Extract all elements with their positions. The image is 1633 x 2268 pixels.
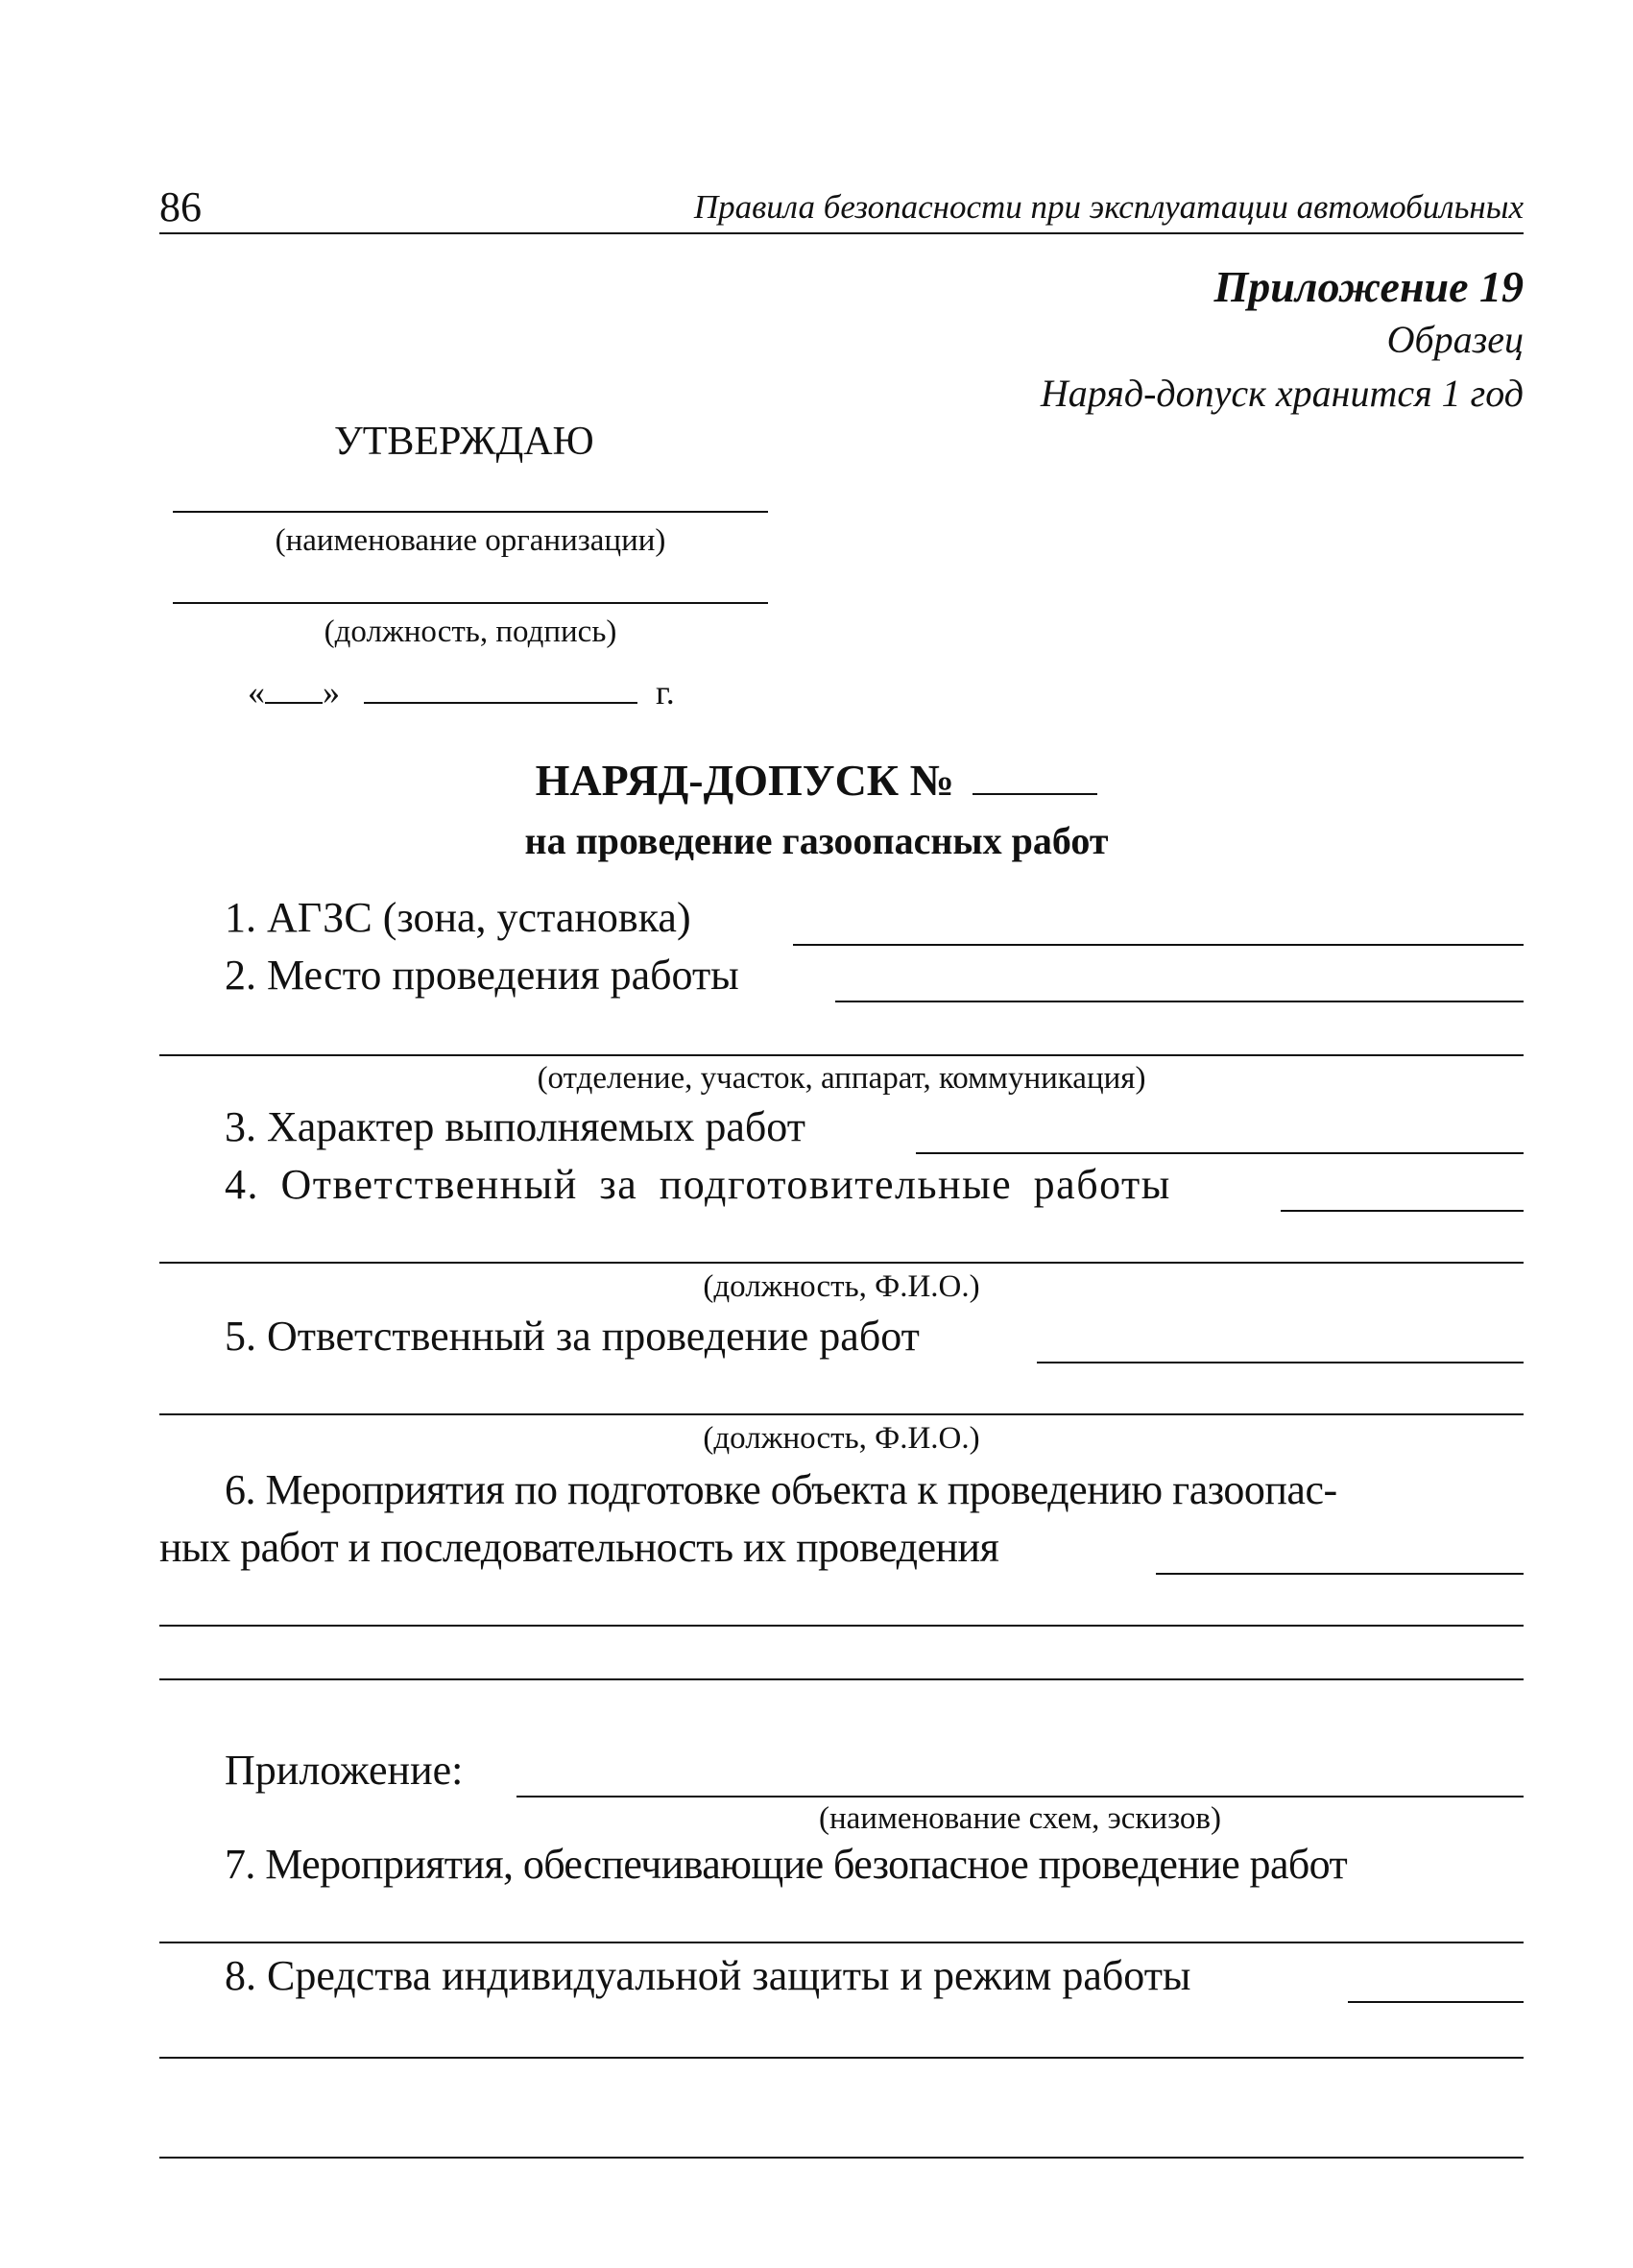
- document-subtitle: на проведение газоопасных работ: [524, 819, 1109, 862]
- retention-note: Наряд-допуск хранится 1 год: [1040, 372, 1524, 415]
- item-6-line-2-label: ных работ и последовательность их проведения: [159, 1524, 999, 1571]
- attachment-field[interactable]: [516, 1796, 1524, 1798]
- org-name-line[interactable]: [173, 511, 768, 513]
- item-6-line-2: [159, 1523, 998, 1572]
- item-8-field-line-2[interactable]: [159, 2057, 1524, 2059]
- date-day-blank[interactable]: [265, 702, 323, 704]
- item-2-caption: (отделение, участок, аппарат, коммуникация): [537, 1061, 1146, 1096]
- item-3-label: 3. Характер выполняемых работ: [225, 1103, 805, 1150]
- item-4-field[interactable]: [1281, 1210, 1524, 1212]
- approval-heading: УТВЕРЖДАЮ: [334, 420, 594, 464]
- date-year-suffix: г.: [656, 673, 675, 712]
- item-2-field[interactable]: [835, 1001, 1524, 1002]
- item-8-field-line-3[interactable]: [159, 2157, 1524, 2159]
- position-signature-line[interactable]: [173, 602, 768, 604]
- item-4-caption: (должность, Ф.И.О.): [703, 1269, 980, 1304]
- position-signature-caption: (должность, подпись): [324, 615, 617, 649]
- approval-date: [248, 672, 675, 712]
- item-2-label: 2. Место проведения работы: [225, 952, 739, 999]
- item-7: 7. Мероприятия, обеспечивающие безопасное проведение работ: [225, 1841, 1348, 1888]
- item-5-label: 5. Ответственный за проведение работ: [225, 1313, 920, 1360]
- item-1: [225, 893, 691, 942]
- item-3-field[interactable]: [916, 1152, 1524, 1154]
- header-rule: [159, 232, 1524, 234]
- item-7-field[interactable]: [159, 1942, 1524, 1943]
- item-2-field-continued[interactable]: [159, 1054, 1524, 1056]
- item-1-field[interactable]: [793, 944, 1524, 946]
- item-4: [225, 1160, 1273, 1209]
- page-number: 86: [159, 183, 202, 230]
- date-month-blank[interactable]: [364, 702, 637, 704]
- attachment-label: Приложение:: [225, 1747, 464, 1794]
- appendix-title: Приложение 19: [1213, 262, 1524, 311]
- document-title: [0, 755, 1633, 806]
- item-6-line-1: 6. Мероприятия по подготовке объекта к проведению газоопас-: [225, 1466, 1337, 1513]
- item-3: [225, 1102, 805, 1151]
- item-8-label: 8. Средства индивидуальной защиты и режим работы: [225, 1952, 1191, 1999]
- date-open-quote: «: [248, 673, 265, 712]
- item-8: [225, 1951, 1190, 2000]
- item-1-label: 1. АГЗС (зона, установка): [225, 894, 691, 941]
- item-5: [225, 1312, 920, 1361]
- attachment: [225, 1746, 463, 1795]
- date-close-quote: »: [323, 673, 340, 712]
- document-title-text: НАРЯД-ДОПУСК №: [535, 756, 954, 805]
- item-4-label: 4. Ответственный за подготовительные работы: [225, 1161, 1171, 1208]
- running-title: Правила безопасности при эксплуатации автомобильных: [693, 188, 1524, 226]
- item-4-field-continued[interactable]: [159, 1262, 1524, 1264]
- appendix-sample-label: Образец: [1386, 318, 1524, 361]
- item-6-field-line-2[interactable]: [159, 1625, 1524, 1627]
- item-5-field[interactable]: [1037, 1362, 1524, 1363]
- item-6-field-line-3[interactable]: [159, 1678, 1524, 1680]
- item-2: [225, 951, 739, 1000]
- item-5-field-continued[interactable]: [159, 1413, 1524, 1415]
- org-name-caption: (наименование организации): [275, 523, 666, 558]
- permit-number-blank[interactable]: [973, 793, 1097, 795]
- attachment-caption: (наименование схем, эскизов): [819, 1801, 1221, 1836]
- item-8-field[interactable]: [1348, 2001, 1524, 2003]
- item-5-caption: (должность, Ф.И.О.): [703, 1421, 980, 1456]
- item-6-field[interactable]: [1156, 1573, 1524, 1575]
